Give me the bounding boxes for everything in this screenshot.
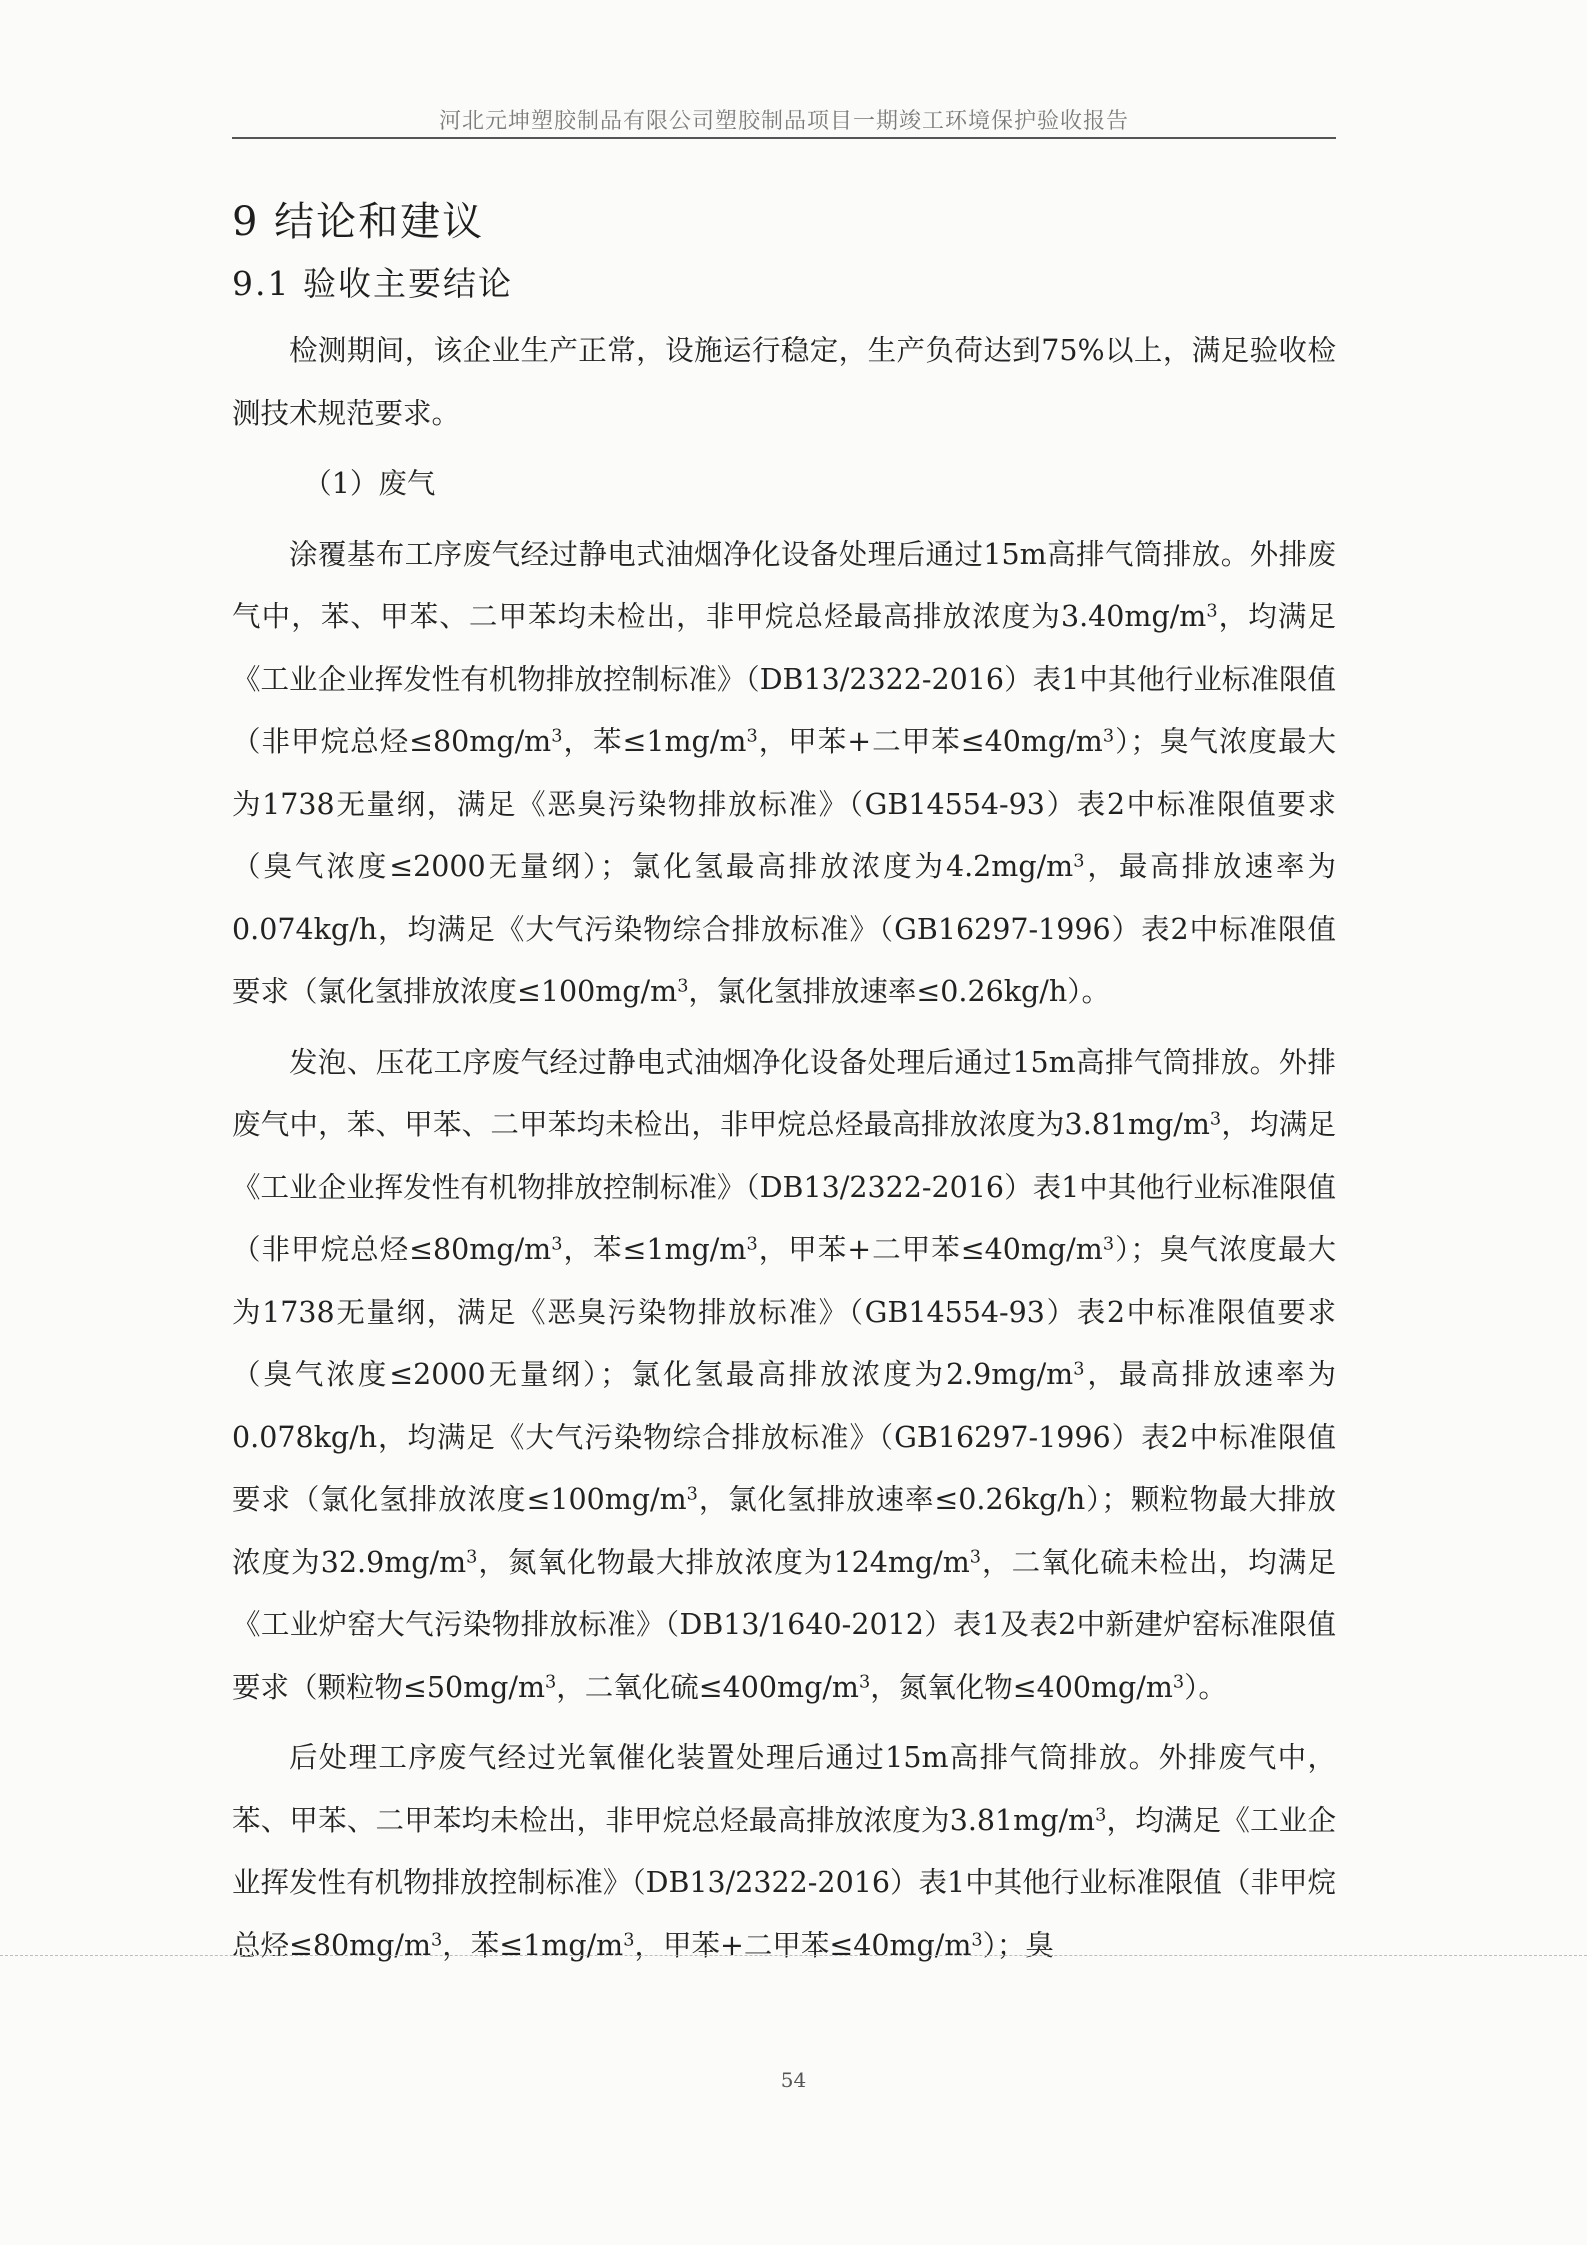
page-number: 54 — [780, 2068, 807, 2092]
chapter-title: 9 结论和建议 — [232, 199, 485, 245]
paragraph-4: 后处理工序废气经过光氧催化装置处理后通过15m高排气筒排放。外排废气中，苯、甲苯、二甲苯均未检出，非甲烷总烃最高排放浓度为$3.81mg/m^3$，均满足《工业企业挥发性有机物排放控制标准》（DB13/2322-2016）表1中其他行业标准限值（非甲烷总烃$\le 80mg/m^3$，苯$\le 1mg/m^3$，甲苯+二甲苯$\le 40mg/m^3$）；臭 — [232, 1741, 1336, 1962]
paragraph-2: 涂覆基布工序废气经过静电式油烟净化设备处理后通过15m高排气筒排放。外排废气中，苯、甲苯、二甲苯均未检出，非甲烷总烃最高排放浓度为$3.40mg/m^3$，均满足《工业企业挥发性有机物排放控制标准》（DB13/2322-2016）表1中其他行业标准限值（非甲烷总烃$\le 80mg/m^3$，苯$\le 1mg/m^3$，甲苯+二甲苯$\le 40mg/m^3$）；臭气浓度最大为1738无量纲，满足《恶臭污染物排放标准》（GB14554-93）表2中标准限值要求（臭气浓度≤2000无量纲）；氯化氢最高排放浓度为$4.2mg/m^3$，最高排放速率为0.074kg/h，均满足《大气污染物综合排放标准》（GB16297-1996）表2中标准限值要求（氯化氢排放浓度$\le 100mg/m^3$，氯化氢排放速率≤0.26kg/h）。 — [232, 537, 1337, 1008]
running-header: 河北元坤塑胶制品有限公司塑胶制品项目一期竣工环境保护验收报告 — [438, 109, 1129, 134]
list-item-waste-gas: （1）废气 — [303, 467, 436, 500]
body-text — [232, 320, 1336, 1985]
scan-artifact-line — [0, 1955, 1587, 1956]
header-rule — [232, 137, 1336, 139]
paragraph-3: 发泡、压花工序废气经过静电式油烟净化设备处理后通过15m高排气筒排放。外排废气中，苯、甲苯、二甲苯均未检出，非甲烷总烃最高排放浓度为$3.81mg/m^3$，均满足《工业企业挥发性有机物排放控制标准》（DB13/2322-2016）表1中其他行业标准限值（非甲烷总烃$\le 80mg/m^3$，苯$\le 1mg/m^3$，甲苯+二甲苯$\le 40mg/m^3$）；臭气浓度最大为1738无量纲，满足《恶臭污染物排放标准》（GB14554-93）表2中标准限值要求（臭气浓度≤2000无量纲）；氯化氢最高排放浓度为$2.9mg/m^3$，最高排放速率为0.078kg/h，均满足《大气污染物综合排放标准》（GB16297-1996）表2中标准限值要求（氯化氢排放浓度$\le 100mg/m^3$，氯化氢排放速率≤0.26kg/h）；颗粒物最大排放浓度为$32.9mg/m^3$，氮氧化物最大排放浓度为$124mg/m^3$，二氧化硫未检出，均满足《工业炉窑大气污染物排放标准》（DB13/1640-2012）表1及表2中新建炉窑标准限值要求（颗粒物$\le 50mg/m^3$，二氧化硫$\le 400mg/m^3$，氮氧化物$\le 400mg/m^3$）。 — [232, 1045, 1337, 1704]
paragraph-1: 检测期间，该企业生产正常，设施运行稳定，生产负荷达到75%以上，满足验收检测技术规范要求。 — [232, 334, 1336, 430]
section-title: 9.1 验收主要结论 — [232, 264, 513, 303]
